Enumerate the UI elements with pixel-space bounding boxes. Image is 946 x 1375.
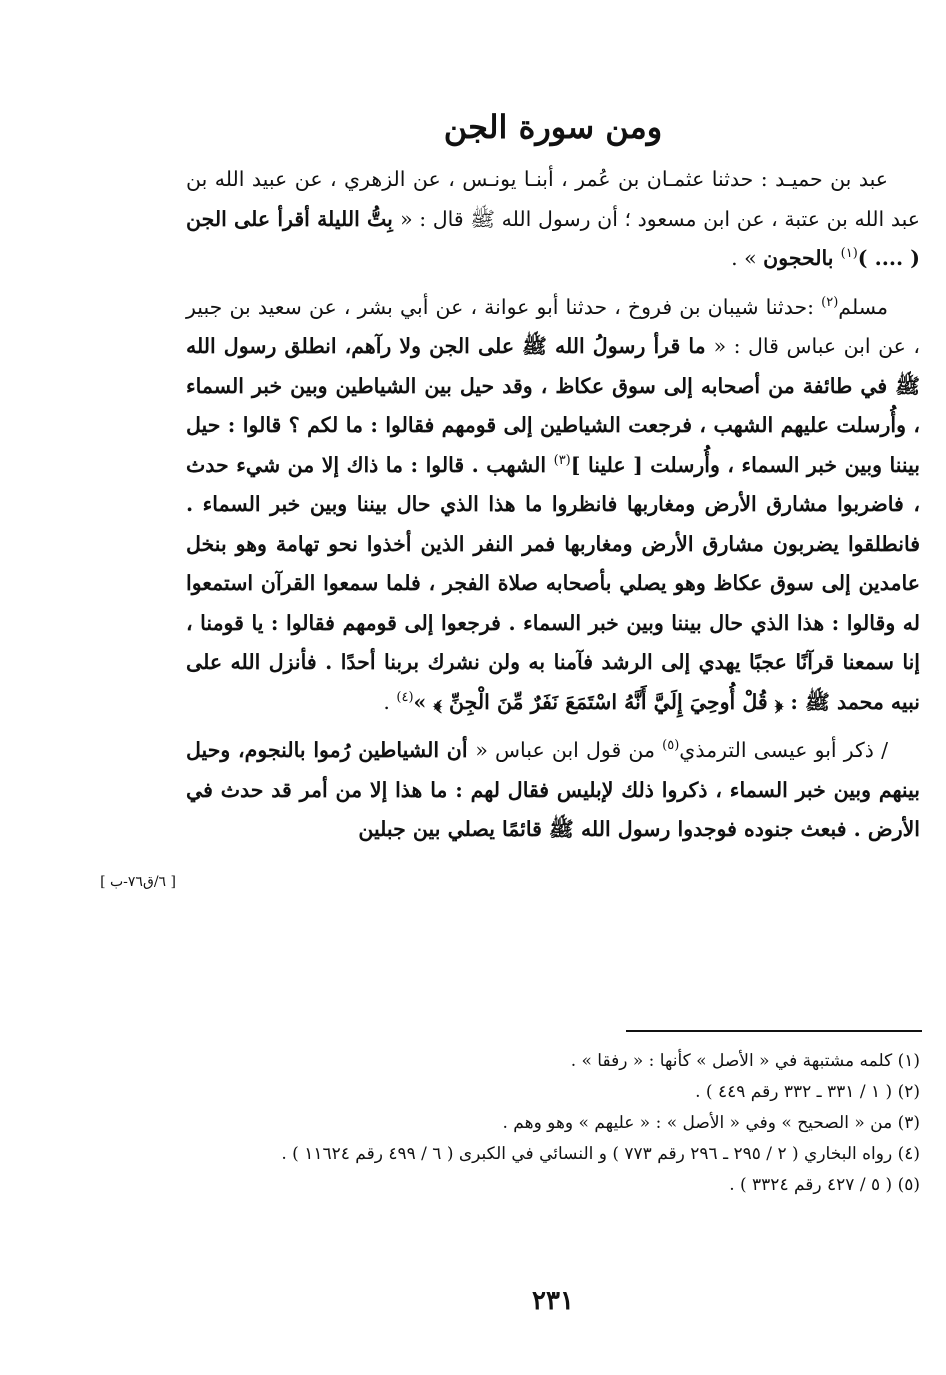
footnote-2: (٢) ( ١ / ٣٣١ ـ ٣٣٢ رقم ٤٤٩ ) . <box>695 1082 920 1102</box>
chapter-title: ومن سورة الجن <box>443 108 663 146</box>
quote-close: » . <box>731 246 764 270</box>
footnote-ref-1: (١) <box>840 246 858 262</box>
footnote-ref-2: (٢) <box>821 294 839 310</box>
footnotes <box>186 1046 920 1201</box>
hadith-quote: ما قرأ رسولُ الله ﷺ على الجن ولا رآهم، انطلق رسول الله ﷺ في طائفة من أصحابه إلى سوق عكاظ ، وقد حيل بين الشياطين وبين خبر السماء ، وأُرسلت عليهم الشهب ، فرجعت الشياطين إلى قومهم فقالوا : ما لكم ؟ قالوا : حيل بيننا وبين خبر السماء ، وأُرسلت [ علينا ] <box>186 334 920 477</box>
footnote-ref-4: (٤) <box>396 689 414 705</box>
paragraph-tirmidhi <box>186 731 920 850</box>
hadith-quote-continued: الشهب . قالوا : ما ذاك إلا من شيء حدث ، فاضربوا مشارق الأرض ومغاربها فانظروا ما هذا الذي حال بيننا وبين خبر السماء . فانطلقوا يضربون مشارق الأرض ومغاربها فمر النفر الذين أخذوا نحو تهامة وهو بنخل عامدين إلى سوق عكاظ وهو يصلي بأصحابه صلاة الفجر ، فلما سمعوا القرآن استمعوا له وقالوا : هذا الذي حال بيننا وبين خبر السماء . فرجعوا إلى قومهم فقالوا : يا قومنا ، إنا سمعنا قرآنًا عجبًا يهدي إلى الرشد فآمنا به ولن نشرك بربنا أحدًا . فأنزل الله على نبيه محمد ﷺ : ﴿ قُلْ أُوحِيَ إِلَيَّ أَنَّهُ اسْتَمَعَ نَفَرٌ مِّنَ الْجِنِّ ﴾ » <box>186 452 920 714</box>
source-name: / ذكر أبو عيسى الترمذي <box>679 738 888 762</box>
footnote-separator <box>626 1030 922 1032</box>
paragraph-muslim <box>186 288 920 723</box>
hadith-quote: أن الشياطين رُموا بالنجوم، وحيل بينهم وبين خبر السماء ، ذكروا ذلك لإبليس فقال لهم : ما هذا إلا من أمر قد حدث في الأرض . فبعث جنوده فوجدوا رسول الله ﷺ قائمًا يصلي بين جبلين <box>186 738 920 841</box>
hadith-quote-end: بالحجون <box>763 246 841 270</box>
page-number: ٢٣١ <box>532 1286 574 1316</box>
footnote-ref-5: (٥) <box>662 738 680 754</box>
hadith-quote: بِتُّ الليلة أقرأ على الجن ( .... ) <box>186 206 920 270</box>
footnote-4: (٤) رواه البخاري ( ٢ / ٢٩٥ ـ ٢٩٦ رقم ٧٧٣ ) و النسائي في الكبرى ( ٦ / ٤٩٩ رقم ١١٦٢٤ ) . <box>281 1144 920 1164</box>
footnote-ref-3: (٣) <box>553 452 571 468</box>
paragraph-abd-bin-humaid <box>186 160 920 279</box>
footnote-5: (٥) ( ٥ / ٤٢٧ رقم ٣٣٢٤ ) . <box>729 1175 920 1195</box>
sentence-end: . <box>383 689 397 714</box>
narration-chain: عبد بن حميـد : حدثنا عثمـان بن عُمر ، أبنـا يونـس ، عن الزهري ، عن عبيد الله بن عبد الله بن عتبة ، عن ابن مسعود ؛ أن رسول الله ﷺ قال : « <box>186 167 920 231</box>
narration-chain: :حدثنا شيبان بن فروخ ، حدثنا أبو عوانة ، عن أبي بشر ، عن سعيد بن جبير ، عن ابن عباس قال : « <box>186 294 920 358</box>
main-text <box>186 160 920 850</box>
footnote-1: (١) كلمه مشتبهة في « الأصل » كأنها : « رفقا » . <box>570 1051 920 1071</box>
manuscript-folio-note: [ ٦/ق٧٦-ب ] <box>100 874 176 890</box>
source-name: مسلم <box>838 294 888 319</box>
footnote-3: (٣) من « الصحيح » وفي « الأصل » : « عليهم » وهو وهم . <box>502 1113 920 1133</box>
narration-chain: من قول ابن عباس « <box>475 738 663 762</box>
